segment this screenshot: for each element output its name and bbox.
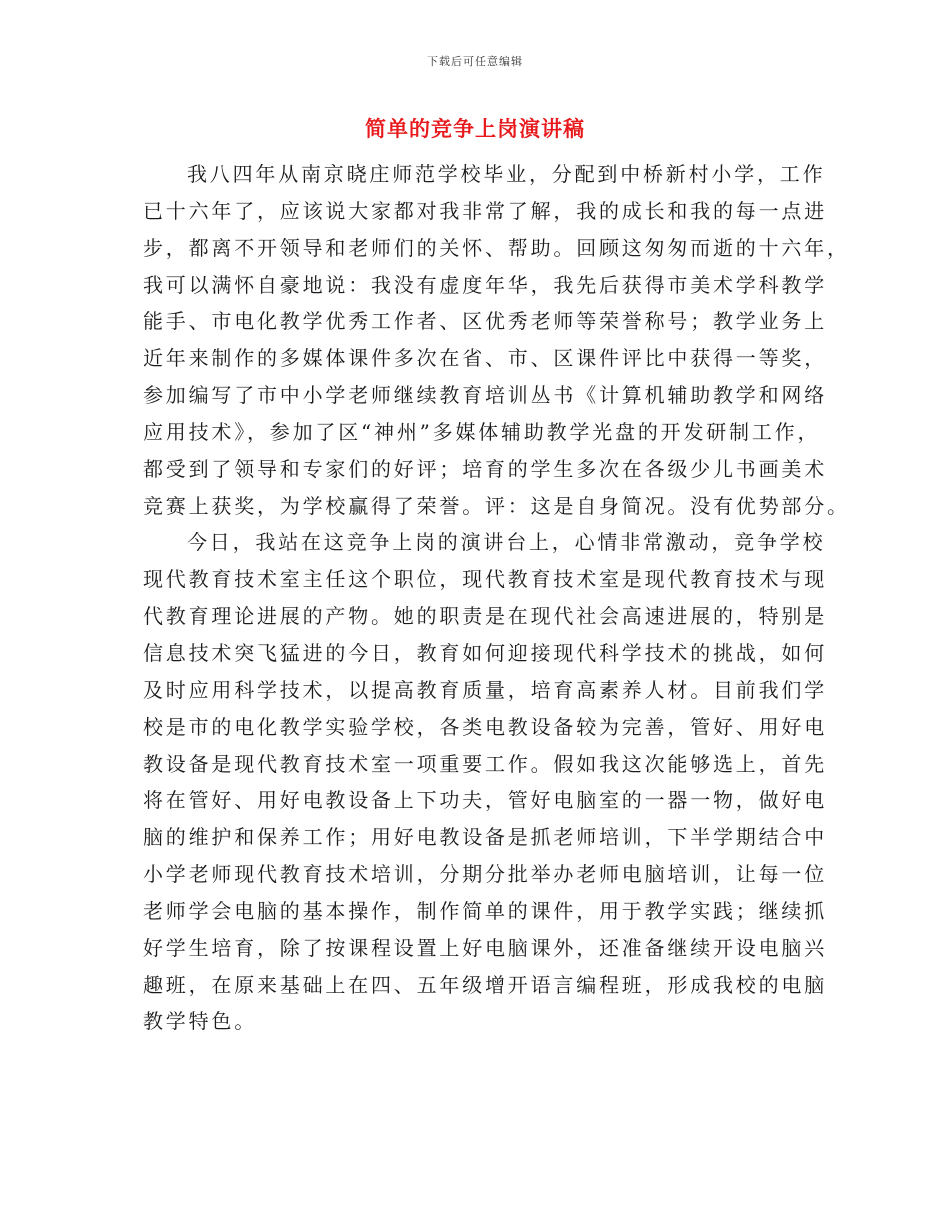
header-note: 下载后可任意编辑 xyxy=(427,55,523,68)
paragraph-line: 信息技术突飞猛进的今日，教育如何迎接现代科学技术的挑战，如何 xyxy=(143,640,827,665)
paragraph-line: 小学老师现代教育技术培训，分期分批举办老师电脑培训，让每一位 xyxy=(143,862,827,887)
paragraph-line: 都受到了领导和专家们的好评；培育的学生多次在各级少儿书画美术 xyxy=(143,456,827,481)
paragraph-line: 应用技术》，参加了区“神州”多媒体辅助教学光盘的开发研制工作， xyxy=(143,419,821,444)
paragraph-line: 步，都离不开领导和老师们的关怀、帮助。回顾这匆匆而逝的十六年， xyxy=(143,235,850,260)
paragraph-line: 现代教育技术室主任这个职位，现代教育技术室是现代教育技术与现 xyxy=(143,567,827,592)
paragraph-line: 校是市的电化教学实验学校，各类电教设备较为完善，管好、用好电 xyxy=(143,714,827,739)
paragraph-line: 代教育理论进展的产物。她的职责是在现代社会高速进展的，特别是 xyxy=(143,604,827,629)
paragraph-line: 近年来制作的多媒体课件多次在省、市、区课件评比中获得一等奖， xyxy=(143,346,827,371)
paragraph-line: 参加编写了市中小学老师继续教育培训丛书《计算机辅助教学和网络 xyxy=(143,383,827,408)
paragraph-line: 趣班，在原来基础上在四、五年级增开语言编程班，形成我校的电脑 xyxy=(143,972,827,997)
paragraph-line: 我可以满怀自豪地说：我没有虚度年华，我先后获得市美术学科教学 xyxy=(143,272,827,297)
paragraph-line: 及时应用科学技术，以提高教育质量，培育高素养人材。目前我们学 xyxy=(143,677,827,702)
paragraph-line: 已十六年了，应该说大家都对我非常了解，我的成长和我的每一点进 xyxy=(143,198,827,223)
document-body xyxy=(143,156,850,1040)
paragraph-line: 将在管好、用好电教设备上下功夫，管好电脑室的一器一物，做好电 xyxy=(143,788,827,813)
paragraph-line: 竞赛上获奖，为学校赢得了荣誉。评：这是自身简况。没有优势部分。 xyxy=(143,493,850,518)
paragraph-line: 教设备是现代教育技术室一项重要工作。假如我这次能够选上，首先 xyxy=(143,751,827,776)
paragraph-line: 脑的维护和保养工作；用好电教设备是抓老师培训，下半学期结合中 xyxy=(143,825,827,850)
paragraph-line: 今日，我站在这竞争上岗的演讲台上，心情非常激动，竞争学校 xyxy=(187,530,826,555)
paragraph-line: 我八四年从南京晓庄师范学校毕业，分配到中桥新村小学，工作 xyxy=(187,162,826,186)
paragraph-line: 能手、市电化教学优秀工作者、区优秀老师等荣誉称号；教学业务上 xyxy=(143,309,827,334)
document-title: 简单的竞争上岗演讲稿 xyxy=(365,117,585,141)
paragraph-line: 好学生培育，除了按课程设置上好电脑课外，还准备继续开设电脑兴 xyxy=(143,935,827,960)
paragraph-line: 教学特色。 xyxy=(143,1009,257,1034)
paragraph-line: 老师学会电脑的基本操作，制作简单的课件，用于教学实践；继续抓 xyxy=(143,898,827,923)
